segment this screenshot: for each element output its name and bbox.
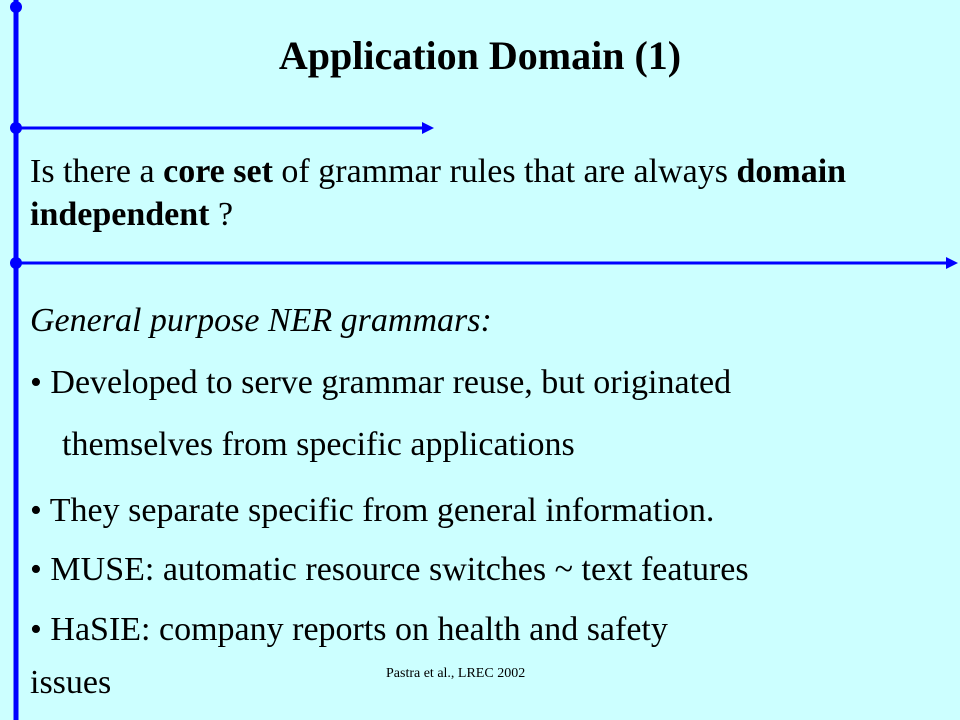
question-part-2: of grammar rules that are always [272, 153, 737, 190]
upper-arrow-head [422, 122, 434, 134]
footer-citation: Pastra et al., LREC 2002 [386, 666, 526, 681]
subheading: General purpose NER grammars: [30, 302, 492, 339]
lower-dot [10, 257, 22, 269]
bullet-4-line-2: issues [30, 664, 112, 701]
question-bold-domain-independent: domain independent [30, 153, 847, 233]
slide-title: Application Domain (1) [278, 33, 682, 78]
upper-dot [10, 122, 22, 134]
lower-arrow-head [946, 257, 958, 269]
bullet-1-line-1: • Developed to serve grammar reuse, but originated [30, 364, 732, 401]
bullet-4-line-1: • HaSIE: company reports on health and safety [30, 611, 668, 648]
question-part-1: Is there a [30, 153, 164, 190]
question-part-3: ? [209, 196, 234, 233]
question-text [30, 150, 940, 236]
bullet-3: • MUSE: automatic resource switches ~ text features [30, 551, 749, 588]
bullet-1-line-2: themselves from specific applications [62, 426, 575, 463]
bullet-2: • They separate specific from general information. [30, 492, 715, 529]
top-dot [10, 1, 22, 13]
question-bold-core-set: core set [163, 153, 273, 190]
